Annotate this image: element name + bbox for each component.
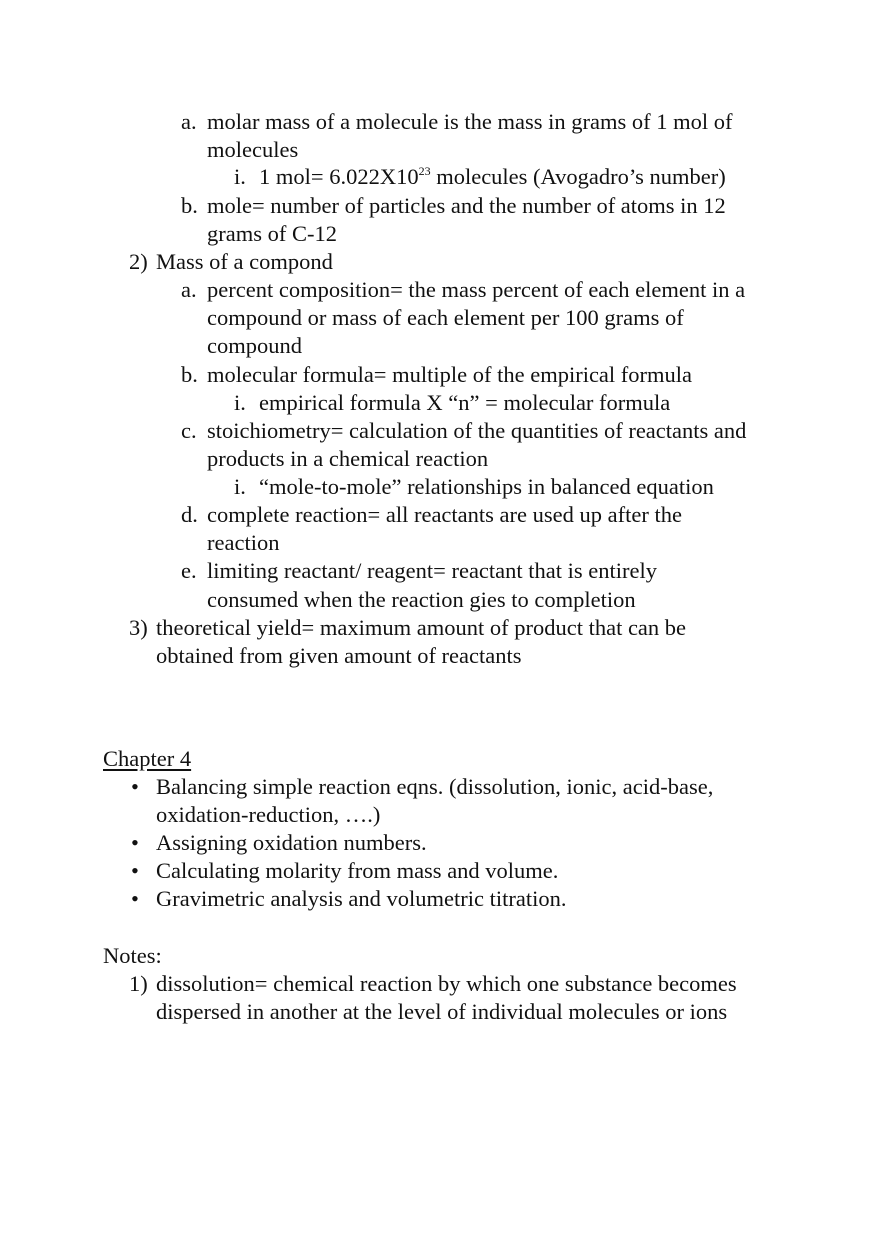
- item-2a-line-1: percent composition= the mass percent of each element in a: [207, 277, 746, 302]
- bullet-1-line-2: oxidation-reduction, ….): [156, 802, 381, 827]
- list-marker: 3): [129, 615, 148, 640]
- list-marker: a.: [181, 277, 197, 302]
- bullet-4: Gravimetric analysis and volumetric titration.: [156, 886, 567, 911]
- list-marker: e.: [181, 558, 197, 583]
- item-a-line-2: molecules: [207, 137, 299, 162]
- bullet-1-line-1: Balancing simple reaction eqns. (dissolution, ionic, acid-base,: [156, 774, 714, 799]
- bullet-icon: •: [131, 774, 139, 799]
- notes-heading: Notes:: [103, 943, 162, 968]
- notes-item-1-line-1: dissolution= chemical reaction by which one substance becomes: [156, 971, 737, 996]
- notes-item-1-line-2: dispersed in another at the level of individual molecules or ions: [156, 999, 728, 1024]
- item-2c-sub-i: “mole-to-mole” relationships in balanced equation: [259, 474, 714, 499]
- item-2a-line-3: compound: [207, 333, 302, 358]
- chapter-heading: Chapter 4: [103, 746, 192, 771]
- item-2e-line-2: consumed when the reaction gies to completion: [207, 587, 636, 612]
- item-2c-line-1: stoichiometry= calculation of the quantities of reactants and: [207, 418, 747, 443]
- item-2d-line-2: reaction: [207, 530, 280, 555]
- bullet-icon: •: [131, 886, 139, 911]
- list-marker: b.: [181, 193, 198, 218]
- item-2a-line-2: compound or mass of each element per 100 grams of: [207, 305, 684, 330]
- item-3-line-1: theoretical yield= maximum amount of product that can be: [156, 615, 687, 640]
- item-2c-line-2: products in a chemical reaction: [207, 446, 489, 471]
- bullet-icon: •: [131, 830, 139, 855]
- list-marker: i.: [234, 474, 246, 499]
- item-2b-sub-i: empirical formula X “n” = molecular formula: [259, 390, 671, 415]
- list-marker: c.: [181, 418, 197, 443]
- item-2b-line-1: molecular formula= multiple of the empirical formula: [207, 362, 693, 387]
- bullet-3: Calculating molarity from mass and volume.: [156, 858, 559, 883]
- avogadro-line: 1 $mol= 6.022X10^{23}$ molecules (Avogadro’s number): [259, 164, 726, 189]
- item-3-line-2: obtained from given amount of reactants: [156, 643, 522, 668]
- list-marker: b.: [181, 362, 198, 387]
- bullet-2: Assigning oxidation numbers.: [156, 830, 427, 855]
- list-marker: 1): [129, 971, 148, 996]
- item-2e-line-1: limiting reactant/ reagent= reactant that is entirely: [207, 558, 657, 583]
- bullet-icon: •: [131, 858, 139, 883]
- item-2-text: Mass of a compond: [156, 249, 333, 274]
- item-a-line-1: molar mass of a molecule is the mass in grams of 1 mol of: [207, 109, 733, 134]
- item-2d-line-1: complete reaction= all reactants are used up after the: [207, 502, 682, 527]
- item-b-line-2: grams of C-12: [207, 221, 337, 246]
- exponent: 23: [418, 164, 431, 178]
- list-marker: i.: [234, 164, 246, 189]
- item-b-line-1: mole= number of particles and the number of atoms in 12: [207, 193, 726, 218]
- list-marker: i.: [234, 390, 246, 415]
- list-marker: d.: [181, 502, 198, 527]
- list-marker: a.: [181, 109, 197, 134]
- list-marker: 2): [129, 249, 148, 274]
